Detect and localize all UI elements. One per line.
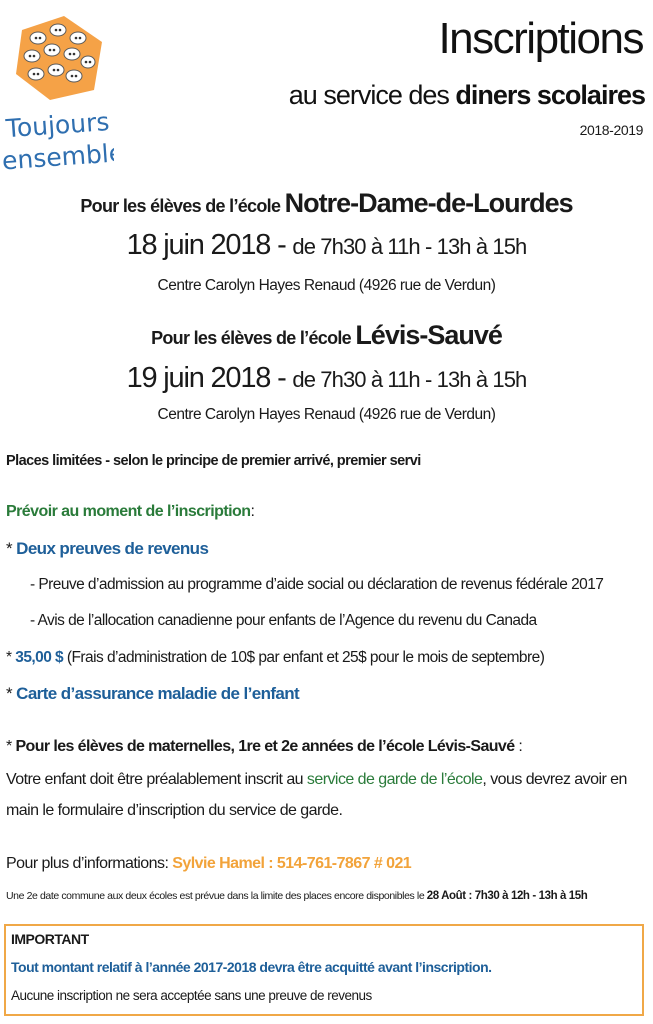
item-revenus (6, 539, 208, 559)
important-line1: Tout montant relatif à l’année 2017-2018 devra être acquitté avant l’inscription. (11, 959, 492, 975)
maternelle-line1-prefix: Votre enfant doit être préalablement inscrit au (6, 771, 307, 788)
note-bold: 28 Août : 7h30 à 12h - 13h à 15h (426, 890, 588, 902)
school2-heading (0, 320, 653, 351)
second-date-note (6, 890, 587, 902)
subtitle-prefix: au service des (288, 80, 456, 110)
school2-date (0, 362, 653, 395)
school-year: 2018-2019 (579, 122, 643, 138)
places-limitees: Places limitées - selon le principe de premier arrivé, premier servi (6, 453, 421, 469)
item-star: * (6, 539, 17, 558)
prevoir-heading (6, 502, 254, 522)
maternelle-colon: : (514, 738, 523, 755)
contact-prefix: Pour plus d’informations: (6, 855, 173, 872)
item-carte (6, 684, 299, 704)
item-star: * (6, 738, 16, 755)
subtitle-bold: diners scolaires (455, 80, 645, 110)
page-title: Inscriptions (438, 14, 643, 63)
school1-prefix: Pour les élèves de l’école (80, 196, 285, 216)
service-de-garde-link: service de garde de l’école (306, 771, 483, 788)
contact-line (6, 854, 411, 874)
maternelle-line1 (6, 770, 627, 790)
school1-place: Centre Carolyn Hayes Renaud (4926 rue de Verdun) (157, 277, 496, 294)
school1-hours: de 7h30 à 11h - 13h à 15h (292, 234, 527, 259)
item-star: * (6, 649, 16, 666)
note-text: Une 2e date commune aux deux écoles est prévue dans la limite des places encore disponibles le (6, 890, 427, 902)
contact-name: Sylvie Hamel : 514-761-7867 # 021 (172, 855, 412, 872)
school2-place: Centre Carolyn Hayes Renaud (4926 rue de Verdun) (157, 406, 496, 423)
school2-name: Lévis-Sauvé (355, 320, 502, 350)
important-box (4, 924, 644, 1016)
item-sub2: - Avis de l’allocation canadienne pour enfants de l’Agence du revenu du Canada (30, 612, 537, 629)
school1-date-text: 18 juin 2018 - (126, 229, 293, 261)
school1-date (0, 229, 653, 262)
toujours-ensemble-logo (2, 8, 114, 180)
maternelle-line2: main le formulaire d’inscription du service de garde. (6, 802, 343, 819)
maternelle-line1-suffix: , vous devrez avoir en (482, 771, 627, 788)
school1-name: Notre-Dame-de-Lourdes (284, 188, 573, 218)
item-fee-amount: 35,00 $ (15, 649, 64, 666)
maternelle-heading-text: Pour les élèves de maternelles, 1re et 2e années de l’école Lévis-Sauvé (15, 738, 515, 755)
item-star: * (6, 684, 17, 703)
item-fee (6, 648, 544, 668)
item-carte-label: Carte d’assurance maladie de l’enfant (16, 684, 300, 703)
item-fee-detail: (Frais d’administration de 10$ par enfant et 25$ pour le mois de septembre) (63, 649, 545, 666)
logo-text-ensemble: ensemble (2, 138, 114, 176)
school1-heading (0, 188, 653, 219)
prevoir-colon: : (250, 503, 255, 520)
page-subtitle (289, 80, 645, 111)
school2-prefix: Pour les élèves de l’école (151, 328, 356, 348)
important-line2: Aucune inscription ne sera acceptée sans une preuve de revenus (11, 988, 372, 1003)
school2-hours: de 7h30 à 11h - 13h à 15h (292, 367, 527, 392)
prevoir-label: Prévoir au moment de l’inscription (6, 503, 251, 520)
logo-graphic (2, 8, 114, 180)
maternelle-heading (6, 737, 522, 757)
school2-date-text: 19 juin 2018 - (126, 362, 293, 394)
item-revenus-label: Deux preuves de revenus (16, 539, 209, 558)
logo-text-toujours: Toujours (4, 107, 111, 144)
item-sub1: - Preuve d’admission au programme d’aide social ou déclaration de revenus fédérale 2017 (30, 576, 604, 593)
important-title: IMPORTANT (11, 931, 89, 947)
